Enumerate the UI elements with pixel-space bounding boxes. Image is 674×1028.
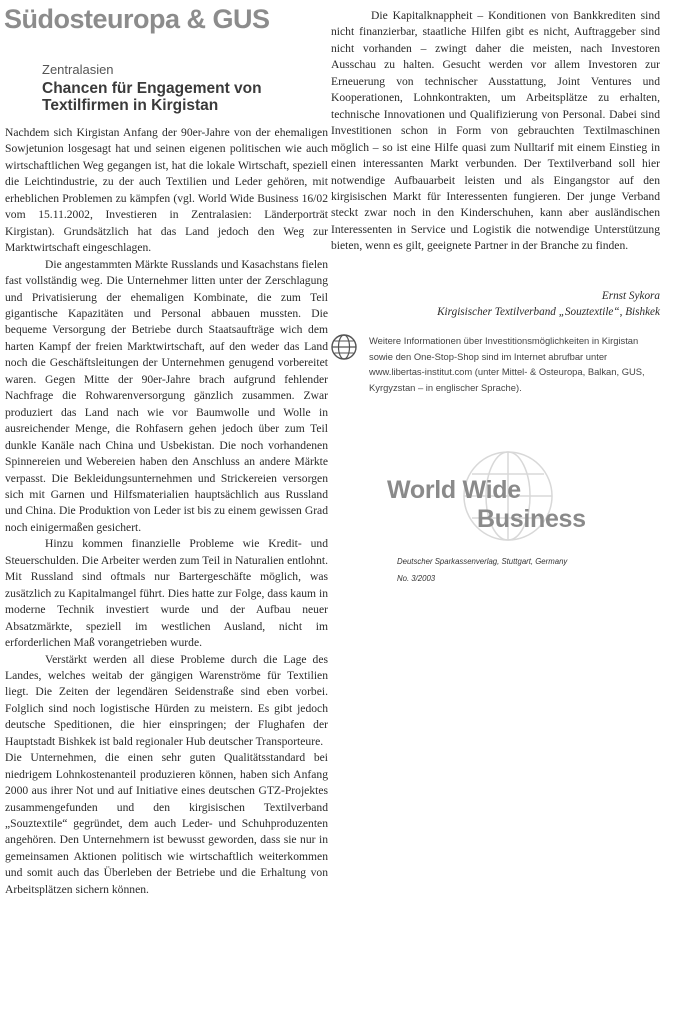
article-signature — [331, 288, 660, 320]
right-column — [331, 8, 660, 255]
globe-icon — [330, 333, 358, 361]
article-paragraph: Verstärkt werden all diese Probleme durch die Lage des Landes, welches weitab der gängigen Warenströme für Textilien liegt. Die Zeiten der legendären Seidenstraße sind eben vorbei. Folglich sind noch logistische Hürden zu meistern. Es gibt jedoch deutsche Speditionen, die hier einspringen; der Flughafen der Hauptstadt Bishkek ist bald regionaler Hub deutscher Transporteure. — [5, 652, 328, 748]
article-headline: Chancen für Engagement von Textilfirmen in Kirgistan — [42, 80, 262, 114]
article-paragraph: Die angestammten Märkte Russlands und Kasachstans fielen fast vollständig weg. Die Unternehmer litten unter der Zerschlagung und Privatisierung der ehemaligen Kombinate, die zum Teil gigantische Kapazitäten und Personal abbauen mussten. Die bequeme Versorgung der Betriebe durch Staatsaufträge wich dem harten Kampf der freien Marktwirtschaft, auf den weder das Land noch die Geschäftsleitungen der Unternehmen genugend vorbereitet waren. Gegen Mitte der 90er-Jahre brach aufgrund fehlender Nachfrage die Rohwarenversorgung gänzlich zusammen. Zwar produziert das Land nach wie vor Baumwolle und Wolle in ausreichender Menge, die Rohfasern gehen jedoch über zum Teil dunkle Kanäle nach China und Usbekistan. Die noch vorhandenen Spinnereien und Webereien haben den Anschluss an andere Märkte verpasst. Die Bekleidungsunternehmen und Strickereien versorgen sich mit Garnen und Hilfsmaterialien hauptsächlich aus Russland und China. Die Produktion von Leder ist bis zu einem gewissen Grad noch einigermaßen gesichert. — [5, 257, 328, 534]
author-affiliation: Kirgisischer Textilverband „Souztextile“, Bishkek — [437, 306, 660, 318]
issue-number: No. 3/2003 — [397, 574, 436, 583]
info-box-text: Weitere Informationen über Investitionsmöglichkeiten in Kirgistan sowie den One-Stop-Shop sind im Internet abrufbar unter www.libertas-institut.com (unter Mittel- & Osteuropa, Balkan, GUS, Kyrgyzstan – in englischer Sprache). — [369, 335, 645, 393]
left-column — [5, 125, 328, 898]
logo-text: World Wide — [387, 476, 521, 504]
article-paragraph: Nachdem sich Kirgistan Anfang der 90er-Jahre von der ehemaligen Sowjetunion losgesagt hat und seinen eigenen politischen wie auch wirtschaftlichen Weg gegangen ist, hat die lokale Wirtschaft, speziell die Leichtindustrie, zu der auch Textilien und Leder gehören, mit erheblichen Problemen zu kämpfen (vgl. World Wide Business 16/02 vom 15.11.2002, Investieren in Zentralasien: Länderporträt Kirgistan). Grundsätzlich hat das Land jedoch den Weg zur Marktwirtschaft eingeschlagen. — [5, 126, 328, 255]
publisher-line: Deutscher Sparkassenverlag, Stuttgart, Germany — [397, 557, 568, 566]
section-title: Südosteuropa & GUS — [4, 4, 270, 34]
article-kicker: Zentralasien — [42, 62, 114, 77]
article-paragraph: Die Unternehmen, die einen sehr guten Qualitätsstandard bei niedrigem Lohnkostenanteil produzieren können, haben sich Anfang 2000 aus ihrer Not und auf Initiative eines deutschen GTZ-Projektes zusammengefunden und den kirgisischen Textilverband „Souztextile“ gegründet, dem auch Leder- und Schuhproduzenten angehören. Den Unternehmern ist bewusst geworden, dass sie nur in gemeinsamen Aktionen politisch wie wirtschaftlich weiterkommen und somit auch das Überleben der Betriebe und die Erhaltung von Arbeitsplätzen sichern können. — [5, 751, 328, 896]
author-name: Ernst Sykora — [601, 290, 660, 302]
article-paragraph: Die Kapitalknappheit – Konditionen von Bankkrediten sind nicht finanzierbar, staatliche Hilfen gibt es nicht, Auftraggeber sind nicht vorhanden – zwingt daher die meisten, nach Investoren Ausschau zu halten. Gesucht werden vor allem Investoren zur Erneuerung von technischer Ausstattung, Joint Ventures und Kooperationen, Lohnkontrakten, um Arbeitsplätze zu erhalten, technische Innovationen und Qualifizierung von Personal. Dabei sind Investitionen schon in Form von gebrauchten Textilmaschinen möglich – so ist eine Hilfe quasi zum Nulltarif mit einem Einstieg in einen interessanten Markt verbunden. Der Textilverband soll hier notwendige Aufbauarbeit leisten und als Eingangstor auf den kirgisischen Markt für Interessenten fungieren. Der junge Verband steckt zwar noch in den Kinderschuhen, kann aber ausländischen Interessenten in Service und Logistik die notwendige Unterstützung bieten, wenn es gilt, geeignete Partner in der Branche zu finden. — [331, 9, 660, 253]
article-paragraph: Hinzu kommen finanzielle Probleme wie Kredit- und Steuerschulden. Die Arbeiter werden zum Teil in Naturalien entlohnt. Mit Russland sind oftmals nur Bartergeschäfte möglich, was zusätzlich zu Kapitalmangel führt. Dies hatte zur Folge, dass kaum in moderne Technik investiert wurde und der Aufbau neuer Absatzmärkte, speziell im westlichen Ausland, nicht im erforderlichen Maß vorangetrieben wurde. — [5, 537, 328, 650]
logo-text: Business — [477, 505, 586, 533]
